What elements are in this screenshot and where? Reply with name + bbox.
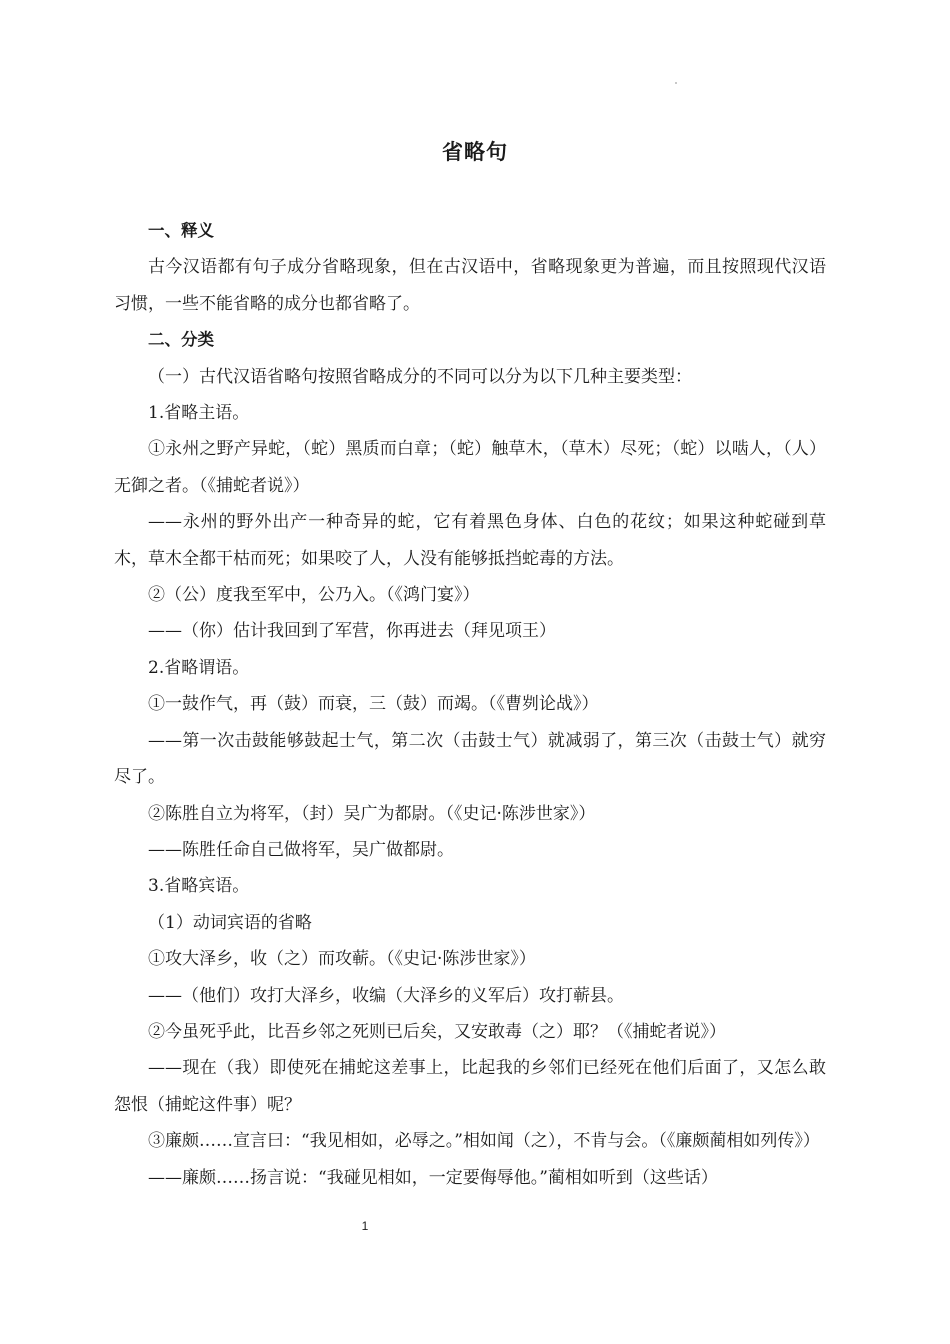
- body-paragraph: 2.省略谓语。: [148, 657, 250, 678]
- body-paragraph: 1.省略主语。: [148, 403, 250, 424]
- body-paragraph: ——第一次击鼓能够鼓起士气，第二次（击鼓士气）就减弱了，第三次（击鼓士气）就穷尽了。: [114, 730, 826, 788]
- body-paragraph: ②陈胜自立为将军，（封）吴广为都尉。（《史记·陈涉世家》）: [148, 803, 596, 824]
- body-paragraph: ——永州的野外出产一种奇异的蛇，它有着黑色身体、白色的花纹；如果这种蛇碰到草木，草木全都干枯而死；如果咬了人，人没有能够抵挡蛇毒的方法。: [114, 512, 826, 569]
- document-body: [114, 213, 826, 1196]
- body-paragraph: ——陈胜任命自己做将军，吴广做都尉。: [148, 839, 454, 860]
- section-heading: 一、释义: [148, 221, 214, 240]
- body-paragraph: ——廉颇……扬言说：“我碰见相如，一定要侮辱他。”蔺相如听到（这些话）: [148, 1167, 718, 1188]
- section-heading: 二、分类: [148, 330, 214, 350]
- body-paragraph: 古今汉语都有句子成分省略现象，但在古汉语中，省略现象更为普遍，而且按照现代汉语习惯，一些不能省略的成分也都省略了。: [114, 257, 826, 314]
- body-paragraph: ②今虽死乎此，比吾乡邻之死则已后矣，又安敢毒（之）耶？（《捕蛇者说》）: [148, 1021, 726, 1042]
- body-paragraph: （1）动词宾语的省略: [148, 912, 312, 933]
- body-paragraph: ——（你）估计我回到了军营，你再进去（拜见项王）: [148, 621, 556, 642]
- body-paragraph: ①攻大泽乡，收（之）而攻蕲。（《史记·陈涉世家》）: [148, 949, 536, 970]
- page-number: 1: [361, 1219, 369, 1233]
- body-paragraph: ③廉颇……宣言曰：“我见相如，必辱之。”相如闻（之），不肯与会。（《廉颇蔺相如列传》）: [148, 1131, 820, 1152]
- body-paragraph: （一）古代汉语省略句按照省略成分的不同可以分为以下几种主要类型：: [148, 366, 692, 387]
- body-paragraph: ①永州之野产异蛇，（蛇）黑质而白章；（蛇）触草木，（草木）尽死；（蛇）以啮人，（人）无御之者。（《捕蛇者说》）: [114, 439, 826, 496]
- document-title: 省略句: [442, 140, 508, 164]
- scan-mark: [675, 82, 677, 84]
- body-paragraph: ——（他们）攻打大泽乡，收编（大泽乡的义军后）攻打蕲县。: [148, 985, 624, 1006]
- body-paragraph: ①一鼓作气，再（鼓）而衰，三（鼓）而竭。（《曹刿论战》）: [148, 694, 599, 715]
- body-paragraph: ②（公）度我至军中，公乃入。（《鸿门宴》）: [148, 585, 480, 606]
- body-paragraph: 3.省略宾语。: [148, 876, 250, 897]
- body-paragraph: ——现在（我）即使死在捕蛇这差事上，比起我的乡邻们已经死在他们后面了，又怎么敢怨恨（捕蛇这件事）呢？: [114, 1058, 826, 1115]
